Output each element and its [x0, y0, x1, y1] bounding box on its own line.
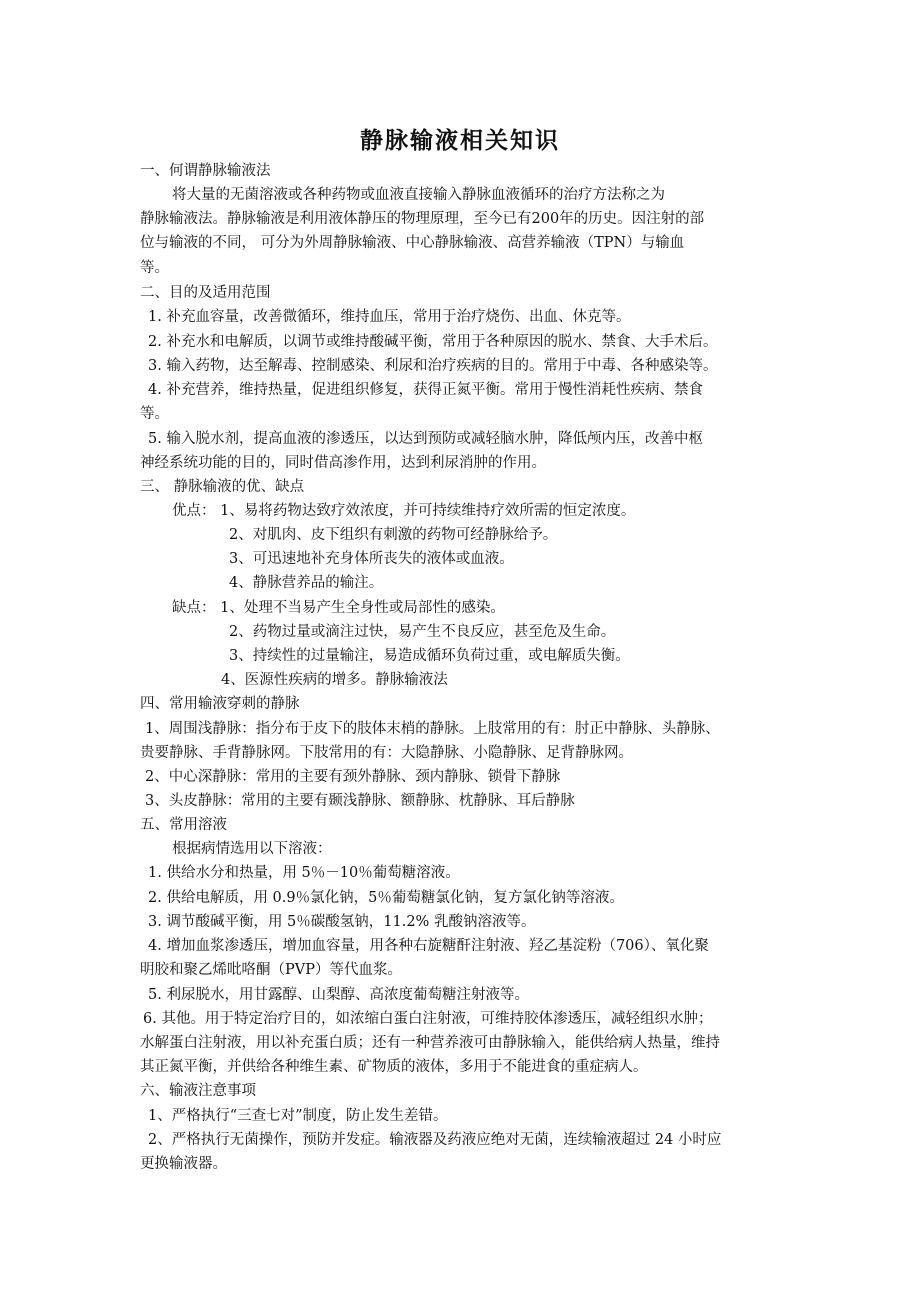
- list-item: 3、可迅速地补充身体所丧失的液体或血液。: [229, 551, 514, 567]
- section-heading-3: 三、 静脉输液的优、缺点: [140, 479, 305, 495]
- list-item-continuation: 水解蛋白注射液，用以补充蛋白质；还有一种营养液可由静脉输入，能供给病人热量，维持: [140, 1035, 720, 1051]
- paragraph-line: 将大量的无菌溶液或各种药物或血液直接输入静脉血液循环的治疗方法称之为: [172, 187, 665, 203]
- list-item: 1、周围浅静脉：指分布于皮下的肢体末梢的静脉。上肢常用的有：肘正中静脉、头静脉、: [145, 721, 720, 737]
- list-item: 6. 其他。用于特定治疗目的，如浓缩白蛋白注射液，可维持胶体渗透压，减轻组织水肿；: [143, 1011, 713, 1027]
- list-item: 2、中心深静脉：常用的主要有颈外静脉、颈内静脉、锁骨下静脉: [145, 769, 561, 785]
- list-item: 3. 输入药物，达至解毒、控制感染、利尿和治疗疾病的目的。常用于中毒、各种感染等。: [148, 358, 718, 374]
- list-item: 2. 供给电解质，用 0.9％氯化钠，5％葡萄糖氯化钠，复方氯化钠等溶液。: [148, 890, 624, 906]
- section-heading-4: 四、常用输液穿刺的静脉: [140, 696, 300, 712]
- list-item: 4、静脉营养品的输注。: [229, 575, 384, 591]
- list-item: 4. 增加血浆渗透压，增加血容量，用各种右旋糖酐注射液、羟乙基淀粉（706）、氧化聚: [148, 938, 709, 954]
- list-item: 5. 输入脱水剂，提高血液的渗透压，以达到预防或减轻脑水肿，降低颅内压，改善中枢: [148, 431, 703, 447]
- list-item: 5. 利尿脱水，用甘露醇、山梨醇、高浓度葡萄糖注射液等。: [148, 987, 529, 1003]
- list-item: 2、对肌肉、皮下组织有刺激的药物可经静脉给予。: [229, 527, 558, 543]
- section-heading-1: 一、何谓静脉输液法: [140, 163, 271, 179]
- list-item: 3、头皮静脉：常用的主要有颞浅静脉、额静脉、枕静脉、耳后静脉: [145, 793, 575, 809]
- list-item: 2. 补充水和电解质，以调节或维持酸碱平衡，常用于各种原因的脱水、禁食、大手术后。: [148, 334, 718, 350]
- paragraph-line: 根据病情选用以下溶液：: [172, 841, 332, 857]
- section-heading-5: 五、常用溶液: [140, 817, 227, 833]
- list-item-continuation: 其正氮平衡，并供给各种维生素、矿物质的液体，多用于不能进食的重症病人。: [140, 1059, 648, 1075]
- list-item: 3、持续性的过量输注，易造成循环负荷过重，或电解质失衡。: [229, 648, 630, 664]
- paragraph-line: 位与输液的不同， 可分为外周静脉输液、中心静脉输液、高营养输液（TPN）与输血: [140, 235, 685, 251]
- list-item: 优点： 1、易将药物达致疗效浓度，并可持续维持疗效所需的恒定浓度。: [172, 503, 636, 519]
- list-item: 2、药物过量或滴注过快，易产生不良反应，甚至危及生命。: [229, 624, 616, 640]
- section-heading-6: 六、输液注意事项: [140, 1083, 256, 1099]
- section-heading-2: 二、目的及适用范围: [140, 285, 271, 301]
- list-item: 缺点： 1、处理不当易产生全身性或局部性的感染。: [172, 600, 505, 616]
- list-item-continuation: 更换输液器。: [140, 1156, 227, 1172]
- list-item: 2、严格执行无菌操作，预防并发症。输液器及药液应绝对无菌，连续输液超过 24 小时应: [148, 1132, 722, 1148]
- list-item: 1. 供给水分和热量，用 5％－10％葡萄糖溶液。: [148, 865, 460, 881]
- paragraph-line: 等。: [140, 260, 169, 276]
- list-item-continuation: 等。: [140, 406, 169, 422]
- document-title: 静脉输液相关知识: [360, 128, 560, 154]
- list-item-continuation: 神经系统功能的目的，同时借高渗作用，达到利尿消肿的作用。: [140, 455, 546, 471]
- list-item-continuation: 贵要静脉、手背静脉网。下肢常用的有：大隐静脉、小隐静脉、足背静脉网。: [140, 745, 633, 761]
- list-item: 1、严格执行“三查七对”制度，防止发生差错。: [148, 1108, 448, 1124]
- list-item-continuation: 明胶和聚乙烯吡咯酮（PVP）等代血浆。: [140, 962, 402, 978]
- list-item: 1. 补充血容量，改善微循环，维持血压，常用于治疗烧伤、出血、休克等。: [148, 309, 631, 325]
- list-item: 4. 补充营养，维持热量，促进组织修复，获得正氮平衡。常用于慢性消耗性疾病、禁食: [148, 382, 703, 398]
- paragraph-line: 静脉输液法。静脉输液是利用液体静压的物理原理，至今已有200年的历史。因注射的部: [140, 211, 705, 227]
- list-item: 3. 调节酸碱平衡，用 5％碳酸氢钠，11.2% 乳酸钠溶液等。: [148, 914, 536, 930]
- list-item: 4、医源性疾病的增多。静脉输液法: [221, 672, 448, 688]
